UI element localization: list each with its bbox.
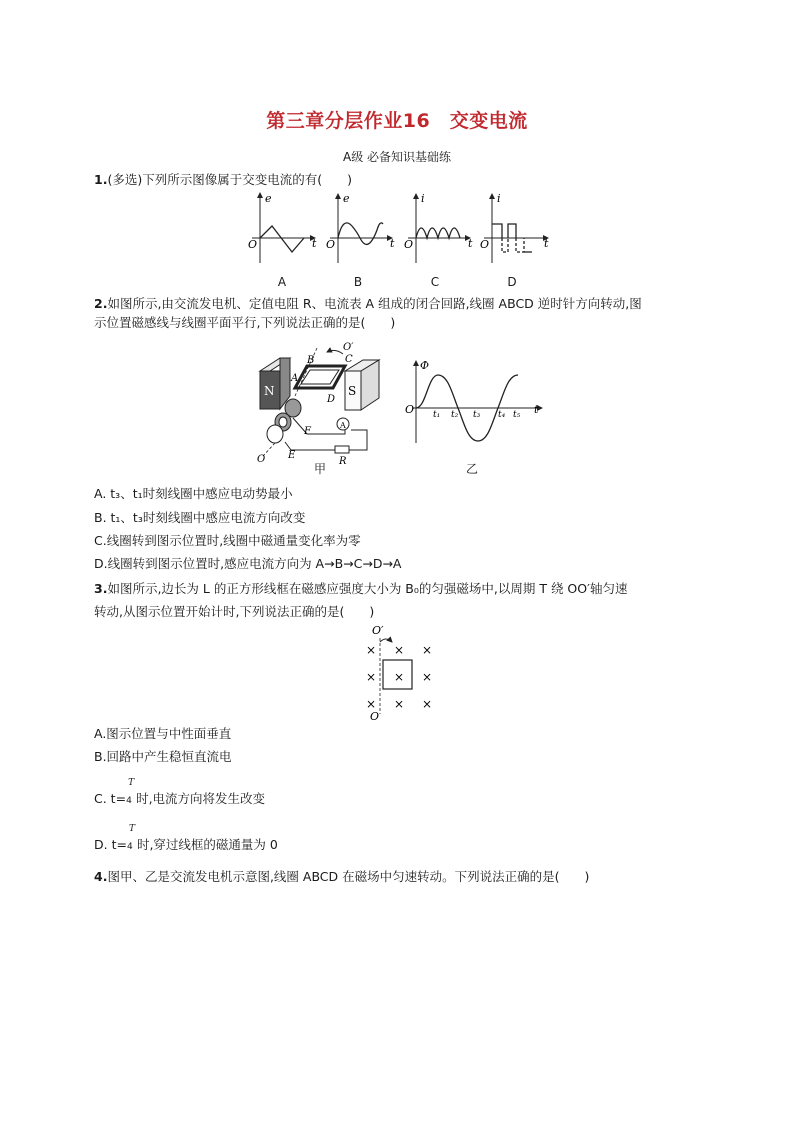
b-field-cross: × (394, 643, 405, 657)
graph-d-origin: O (480, 238, 490, 251)
q3-option-c (94, 778, 266, 810)
ammeter-label: A (340, 421, 346, 430)
tick-t4: t₄ (498, 410, 506, 420)
tick-t2: t₂ (451, 410, 459, 420)
q2-option-c: C.线圈转到图示位置时,线圈中磁通量变化率为零 (94, 533, 361, 548)
flux-ylabel: Φ (420, 359, 430, 372)
s-pole-label: S (348, 384, 357, 398)
n-pole-label: N (264, 384, 275, 398)
tick-t1: t₁ (433, 410, 441, 420)
q2-number: 2. (94, 296, 108, 311)
graph-d-caption: D (507, 275, 517, 289)
label-c: C (345, 354, 353, 365)
b-field-cross: × (422, 697, 433, 711)
q2-line1 (94, 295, 642, 313)
q3-option-d-prefix: D. t= (94, 837, 127, 852)
graph-c-xlabel: t (468, 237, 473, 250)
q3-option-d (94, 824, 278, 856)
figure-yi-caption: 乙 (465, 462, 478, 476)
b-field-cross: × (422, 643, 433, 657)
flux-graph (402, 355, 552, 450)
q3-option-a: A.图示位置与中性面垂直 (94, 726, 232, 741)
page-title: 第三章分层作业16 交变电流 (266, 110, 528, 132)
label-e: E (288, 450, 296, 461)
b-field-cross: × (394, 697, 405, 711)
q1-graphs (240, 188, 560, 270)
figure-jia-caption: 甲 (313, 462, 326, 476)
graph-a-caption: A (277, 275, 287, 289)
graph-d-ylabel: i (497, 192, 501, 205)
flux-xlabel: t (534, 403, 539, 416)
q3-option-c-text: 时,电流方向将发生改变 (136, 791, 266, 806)
graph-c-caption: C (430, 275, 440, 289)
q2-stem-2: 示位置磁感线与线圈平面平行,下列说法正确的是( ) (94, 315, 396, 330)
label-a: A (291, 373, 299, 384)
q2-option-a: A. t₃、t₁时刻线圈中感应电动势最小 (94, 486, 293, 501)
graph-b-ylabel: e (343, 192, 350, 205)
label-r: R (339, 456, 347, 467)
flux-origin: O (405, 403, 415, 416)
q1-stem: (多选)下列所示图像属于交变电流的有( ) (107, 172, 352, 187)
q1-text (94, 171, 352, 189)
q4-stem: 图甲、乙是交流发电机示意图,线圈 ABCD 在磁场中匀速转动。下列说法正确的是( ) (107, 869, 590, 884)
label-d: D (327, 394, 336, 405)
graph-a-xlabel: t (312, 237, 317, 250)
b-field-cross: × (366, 670, 377, 684)
graph-c-ylabel: i (421, 192, 425, 205)
fraction-denominator: 4 (126, 842, 133, 852)
tick-t3: t₃ (473, 410, 481, 420)
q2-option-d: D.线圈转到图示位置时,感应电流方向为 A→B→C→D→A (94, 556, 402, 571)
graph-a-ylabel: e (265, 192, 272, 205)
label-b: B (307, 355, 315, 366)
q3-number: 3. (94, 581, 108, 596)
b-field-cross: × (394, 670, 405, 684)
generator-figure (255, 338, 385, 468)
q3-figure (358, 622, 438, 722)
q3-option-d-text: 时,穿过线框的磁通量为 0 (136, 837, 278, 852)
section-level: A级 必备知识基础练 (342, 150, 452, 164)
b-field-cross: × (366, 643, 377, 657)
axis-top-label: O′ (372, 624, 384, 637)
b-field-cross: × (422, 670, 433, 684)
graph-a (248, 192, 317, 263)
q2-stem-1: 如图所示,由交流发电机、定值电阻 R、电流表 A 组成的闭合回路,线圈 ABCD 逆时针方向转动,图 (107, 296, 642, 311)
q3-option-c-prefix: C. t= (94, 791, 127, 806)
b-field-cross: × (366, 697, 377, 711)
fraction-t-over-4 (126, 778, 136, 810)
graph-b-xlabel: t (390, 237, 395, 250)
label-f: F (304, 426, 311, 437)
q2-option-b: B. t₁、t₃时刻线圈中感应电流方向改变 (94, 510, 306, 525)
q3-stem-1: 如图所示,边长为 L 的正方形线框在磁感应强度大小为 B₀的匀强磁场中,以周期 T 绕 OO′轴匀速 (107, 581, 628, 596)
q1-number: 1. (94, 172, 108, 187)
label-o-prime: O′ (343, 342, 354, 353)
graph-b-origin: O (326, 238, 336, 251)
tick-t5: t₅ (513, 410, 521, 420)
fraction-numerator: T (128, 778, 135, 788)
label-o: O (257, 454, 266, 465)
axis-bottom-label: O (370, 710, 380, 722)
q3-line1 (94, 580, 627, 598)
graph-d (480, 192, 549, 263)
graph-d-xlabel: t (544, 237, 549, 250)
fraction-denominator: 4 (126, 796, 132, 806)
fraction-numerator: T (128, 824, 135, 834)
graph-c (404, 192, 473, 263)
q3-stem-2: 转动,从图示位置开始计时,下列说法正确的是( ) (94, 604, 375, 619)
graph-b (326, 192, 395, 263)
graph-a-origin: O (248, 238, 258, 251)
graph-c-origin: O (404, 238, 414, 251)
fraction-t-over-4 (126, 824, 137, 856)
q3-option-b: B.回路中产生稳恒直流电 (94, 749, 232, 764)
q4-number: 4. (94, 869, 108, 884)
q4-text (94, 868, 589, 886)
graph-b-caption: B (353, 275, 363, 289)
